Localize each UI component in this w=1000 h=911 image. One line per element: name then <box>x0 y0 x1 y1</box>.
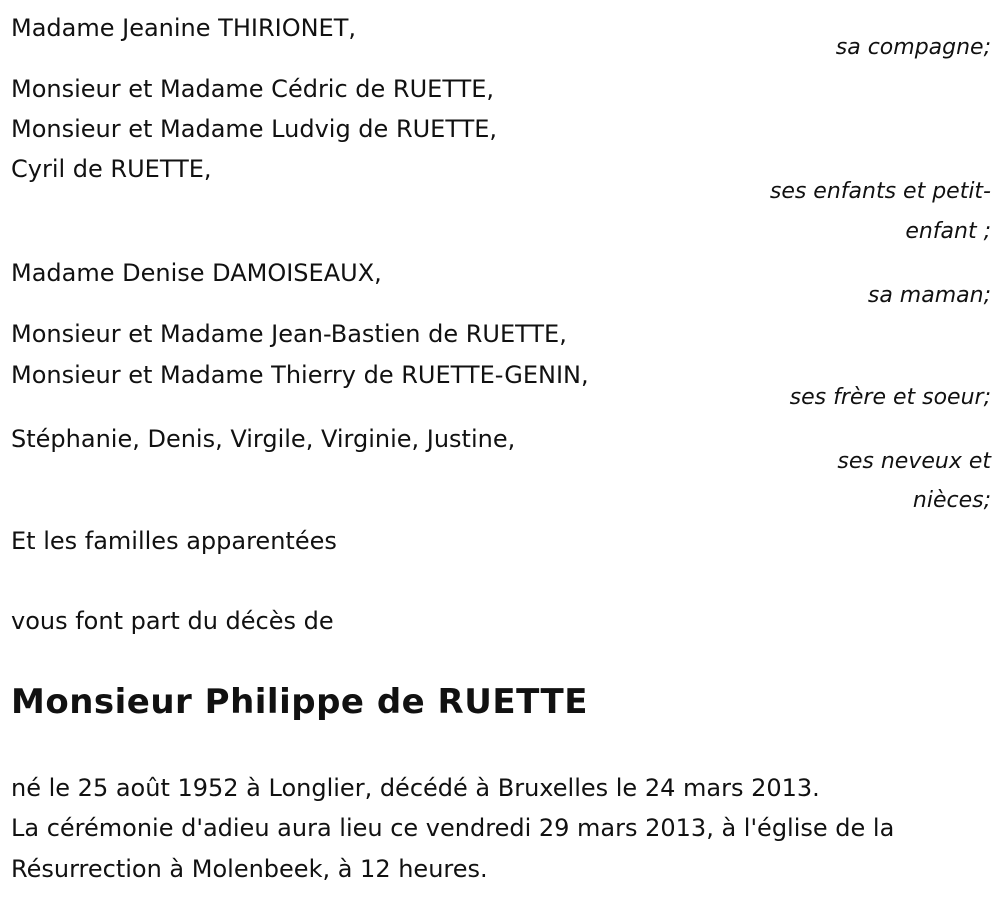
mourner-name: Monsieur et Madame Jean-Bastien de RUETTE, <box>11 320 567 348</box>
announcement-line: vous font part du décès de <box>11 607 334 635</box>
relation-label: ses frère et soeur; <box>789 385 991 410</box>
mourner-name: Stéphanie, Denis, Virgile, Virginie, Justine, <box>11 425 516 453</box>
relation-label: nièces; <box>912 488 991 513</box>
deceased-name: Monsieur Philippe de RUETTE <box>11 682 588 722</box>
ceremony-paragraph: La cérémonie d'adieu aura lieu ce vendredi 29 mars 2013, à l'église de la Résurrection à Molenbeek, à 12 heures. <box>11 814 895 883</box>
families-line: Et les familles apparentées <box>11 527 337 555</box>
mourner-name: Monsieur et Madame Ludvig de RUETTE, <box>11 115 498 143</box>
relation-label: sa compagne; <box>835 35 991 60</box>
mourner-name: Monsieur et Madame Thierry de RUETTE-GENIN, <box>11 361 589 389</box>
mourner-name: Madame Jeanine THIRIONET, <box>11 14 356 42</box>
mourner-name: Cyril de RUETTE, <box>11 155 212 183</box>
relation-label: sa maman; <box>867 283 991 308</box>
mourner-name: Monsieur et Madame Cédric de RUETTE, <box>11 75 495 103</box>
relation-label: ses enfants et petit- <box>769 179 991 204</box>
mourner-name: Madame Denise DAMOISEAUX, <box>11 259 382 287</box>
relation-label: enfant ; <box>905 219 991 244</box>
relation-label: ses neveux et <box>837 449 991 474</box>
birth-death-line: né le 25 août 1952 à Longlier, décédé à Bruxelles le 24 mars 2013. <box>11 774 820 802</box>
